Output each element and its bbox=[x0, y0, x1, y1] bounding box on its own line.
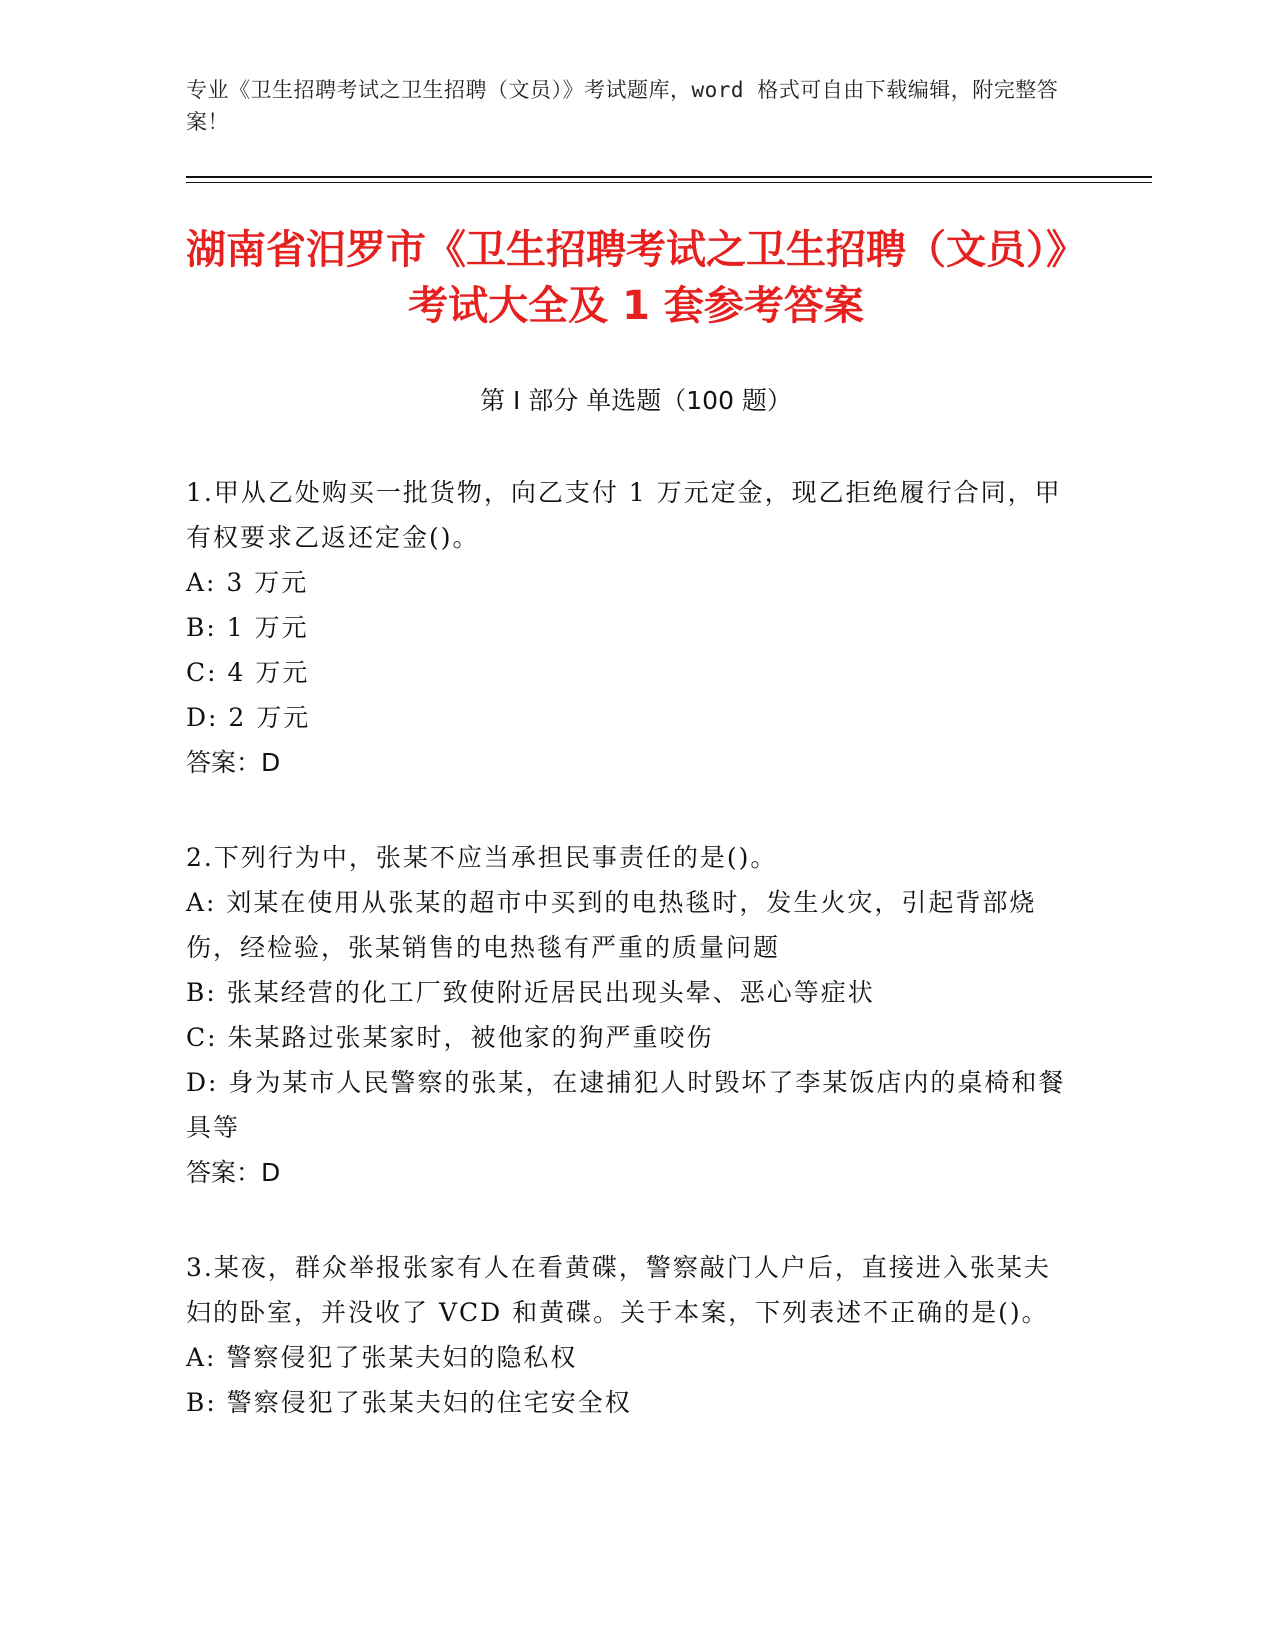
option-b: B: 警察侵犯了张某夫妇的住宅安全权 bbox=[186, 1388, 632, 1417]
answer-label: 答案： bbox=[186, 748, 262, 777]
option-a: A: 3 万元 bbox=[186, 568, 309, 597]
header-divider-thin bbox=[186, 182, 1152, 183]
question-1 bbox=[186, 470, 1066, 785]
header-divider-thick bbox=[186, 176, 1152, 178]
question-3 bbox=[186, 1245, 1066, 1425]
question-2 bbox=[186, 835, 1066, 1195]
option-b: B: 张某经营的化工厂致使附近居民出现头晕、恶心等症状 bbox=[186, 978, 875, 1007]
answer-value: D bbox=[261, 748, 281, 777]
header-note: 专业《卫生招聘考试之卫生招聘（文员）》考试题库，word 格式可自由下载编辑，附完整答案！ bbox=[186, 78, 1059, 134]
answer-line bbox=[186, 740, 1066, 785]
option-a: A: 刘某在使用从张某的超市中买到的电热毯时，发生火灾，引起背部烧伤，经检验，张某销售的电热毯有严重的质量问题 bbox=[186, 888, 1037, 962]
answer-label: 答案： bbox=[186, 1158, 262, 1187]
question-stem: 3.某夜，群众举报张家有人在看黄碟，警察敲门人户后，直接进入张某夫妇的卧室，并没收了 VCD 和黄碟。关于本案，下列表述不正确的是()。 bbox=[186, 1253, 1051, 1327]
question-stem: 1.甲从乙处购买一批货物，向乙支付 1 万元定金，现乙拒绝履行合同，甲有权要求乙返还定金()。 bbox=[186, 478, 1062, 552]
option-a: A: 警察侵犯了张某夫妇的隐私权 bbox=[186, 1343, 578, 1372]
option-c: C: 朱某路过张某家时，被他家的狗严重咬伤 bbox=[186, 1023, 714, 1052]
document-title: 湖南省汨罗市《卫生招聘考试之卫生招聘（文员）》考试大全及 1 套参考答案 bbox=[186, 227, 1086, 329]
question-stem: 2.下列行为中，张某不应当承担民事责任的是()。 bbox=[186, 843, 778, 872]
answer-value: D bbox=[261, 1158, 281, 1187]
section-heading: 第 I 部分 单选题（100 题） bbox=[480, 386, 792, 415]
question-list bbox=[186, 470, 1066, 1475]
answer-line bbox=[186, 1150, 1066, 1195]
option-d: D: 2 万元 bbox=[186, 703, 311, 732]
option-d: D: 身为某市人民警察的张某，在逮捕犯人时毁坏了李某饭店内的桌椅和餐具等 bbox=[186, 1068, 1066, 1142]
option-c: C: 4 万元 bbox=[186, 658, 310, 687]
option-b: B: 1 万元 bbox=[186, 613, 309, 642]
